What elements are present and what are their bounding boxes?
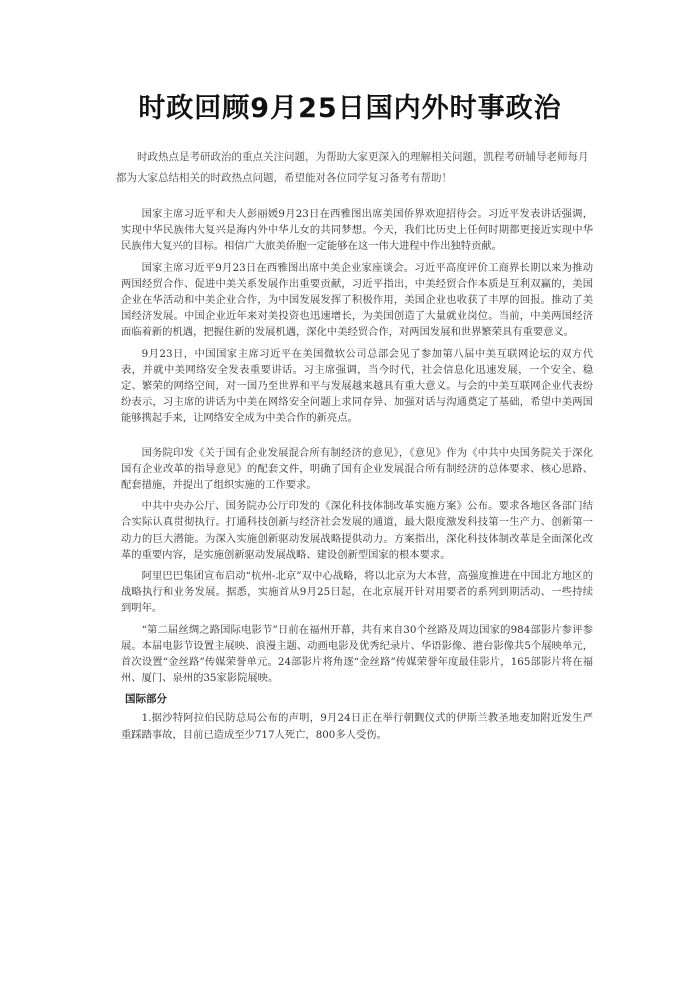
document-body [121,206,593,748]
paragraph-5: 中共中央办公厅、国务院办公厅印发的《深化科技体制改革实施方案》公布。要求各地区各部门结合实际认真贯彻执行。打通科技创新与经济社会发展的通道，最大限度激发科技第一生产力、创新第一动力的巨大潜能。为深入实施创新驱动发展战略提供动力。方案指出，深化科技体制改革是全面深化改革的重要内容，是实施创新驱动发展战略、建设创新型国家的根本要求。 [121,500,593,561]
international-paragraph-1: 1.据沙特阿拉伯民防总局公布的声明，9月24日正在举行朝觐仪式的伊斯兰教圣地麦加附近发生严重踩踏事故，目前已造成至少717人死亡，800多人受伤。 [121,712,593,741]
paragraph-3: 9月23日，中国国家主席习近平在美国微软公司总部会见了参加第八届中美互联网论坛的双方代表，并就中美网络安全发表重要讲话。习主席强调，当今时代，社会信息化迅速发展，一个安全、稳定、繁荣的网络空间，对一国乃至世界和平与发展越来越具有重大意义。与会的中美互联网企业代表纷纷表示，习主席的讲话为中美在网络安全问题上求同存异、加强对话与沟通奠定了基础，希望中美两国能够携起手来，让网络安全成为中美合作的新亮点。 [121,347,593,425]
section-heading-international: 国际部分 [125,693,167,706]
paragraph-2: 国家主席习近平9月23日在西雅图出席中美企业家座谈会。习近平高度评价工商界长期以来为推动两国经贸合作、促进中美关系发展作出重要贡献，习近平指出，中美经贸合作本质是互利双赢的，美国企业在华活动和中美企业合作，为中国发展发挥了积极作用，美国企业也收获了丰厚的回报。推动了美国经济发展。中国企业近年来对美投资也迅速增长，为美国创造了大量就业岗位。当前，中美两国经济面临着新的机遇，把握住新的发展机遇，深化中美经贸合作，对两国发展和世界繁荣具有重要意义。 [121,261,593,339]
document-title: 时政回顾9月25日国内外时事政治 [138,93,562,124]
paragraph-1: 国家主席习近平和夫人彭丽媛9月23日在西雅图出席美国侨界欢迎招待会。习近平发表讲话强调，实现中华民族伟大复兴是海内外中华儿女的共同梦想。今天，我们比历史上任何时期都更接近实现中华民族伟大复兴的目标。相信广大旅美侨胞一定能够在这一伟大进程中作出独特贡献。 [121,208,593,253]
paragraph-7: “第二届丝绸之路国际电影节”日前在福州开幕，共有来自30个丝路及周边国家的984部影片参评参展。本届电影节设置主展映、浪漫主题、动画电影及优秀纪录片、华语影像、港台影像共5个展映单元，首次设置“金丝路”传媒荣誉单元。24部影片将角逐“金丝路”传媒荣誉年度最佳影片，165部影片将在福州、厦门、泉州的35家影院展映。 [121,623,593,685]
intro-paragraph: 时政热点是考研政治的重点关注问题，为帮助大家更深入的理解相关问题，凯程考研辅导老师每月都为大家总结相关的时政热点问题，希望能对各位同学复习备考有帮助！ [116,151,589,184]
paragraph-6: 阿里巴巴集团宣布启动“杭州-北京”双中心战略，将以北京为大本营，高强度推进在中国北方地区的战略执行和业务发展。据悉，实施首从9月25日起，在北京展开针对用要者的系列到期活动、一些持续到明年。 [121,570,593,615]
paragraph-4: 国务院印发《关于国有企业发展混合所有制经济的意见》，《意见》作为《中共中央国务院关于深化国有企业改革的指导意见》的配套文件，明确了国有企业发展混合所有制经济的总体要求、核心思路、配套措施，并提出了组织实施的工作要求。 [121,446,593,492]
